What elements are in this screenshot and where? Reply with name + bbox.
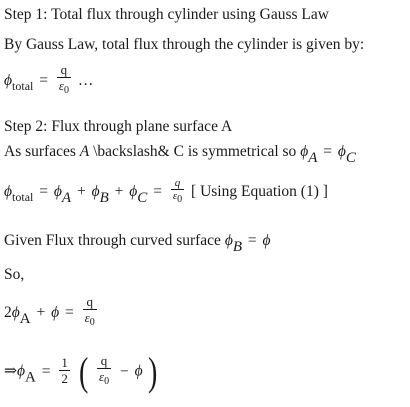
equation-result: ⇒ϕA = $\frac{1}{2}$ ( $\frac{q}{\varepsilon_0}$ − ϕ ) [4,349,158,394]
step1-heading: Step 1: Total flux through cylinder using Gauss Law [4,6,329,23]
subscript-c: C [345,150,356,166]
surface-a-var: A [79,143,90,160]
subscript-a: A [308,150,318,166]
fraction-q-over-eps0: $\frac{q}{\varepsilon 0}$ [172,177,183,205]
fraction-q-over-eps0: $\frac{q}{\varepsilon_0}$ [84,294,95,328]
subscript-b: B [232,239,243,255]
implies-arrow: ⇒ [4,362,17,380]
symmetry-text-a: As surfaces [4,143,80,160]
subscript-total: total [12,190,34,205]
step1-text: By Gauss Law, total flux through the cylinder is given by: [4,36,365,53]
fraction-q-over-eps0: $\frac{q}{\varepsilon_0}$ [98,352,110,387]
step2-heading: Step 2: Flux through plane surface A [4,118,233,135]
left-paren: ( [78,349,89,394]
using-equation-note: [ Using Equation (1) ] [191,183,328,201]
phi-symbol: ϕ [4,183,13,201]
equals-sign: = [39,72,48,90]
phi-symbol: ϕ [337,143,346,160]
equals-sign: = [39,183,48,201]
so-text: So, [4,266,25,283]
phi-symbol: ϕ [300,143,309,160]
ellipsis: … [77,72,94,90]
phi-symbol: ϕ [4,72,13,90]
fraction-q-over-eps0 [57,63,71,98]
numerator-q: q [60,62,68,77]
equation-total-flux [4,64,93,99]
equation-2phiA: 2ϕA + ϕ = $\frac{q}{\varepsilon_0}$ [4,294,95,328]
equation-sum-flux: $\phi_{total} = \phi A + \phi B + \phi C$ = $\frac{q}{\varepsilon 0}$ [ Using Equation (1) ] [4,177,328,207]
given-text: Given Flux through curved surface [4,232,225,249]
denominator-eps0: $\varepsilon_0$ [58,78,69,96]
fraction-one-half: $\frac{1}{2}$ [61,355,68,386]
given-line: Given Flux through curved surface ϕB = ϕ [4,232,271,255]
right-paren: ) [148,349,158,394]
symmetry-line [4,143,356,167]
symmetry-text-b: \backslash& C is symmetrical so [89,143,301,160]
equals-sign: = [323,143,333,160]
subscript-total: total [12,79,34,94]
